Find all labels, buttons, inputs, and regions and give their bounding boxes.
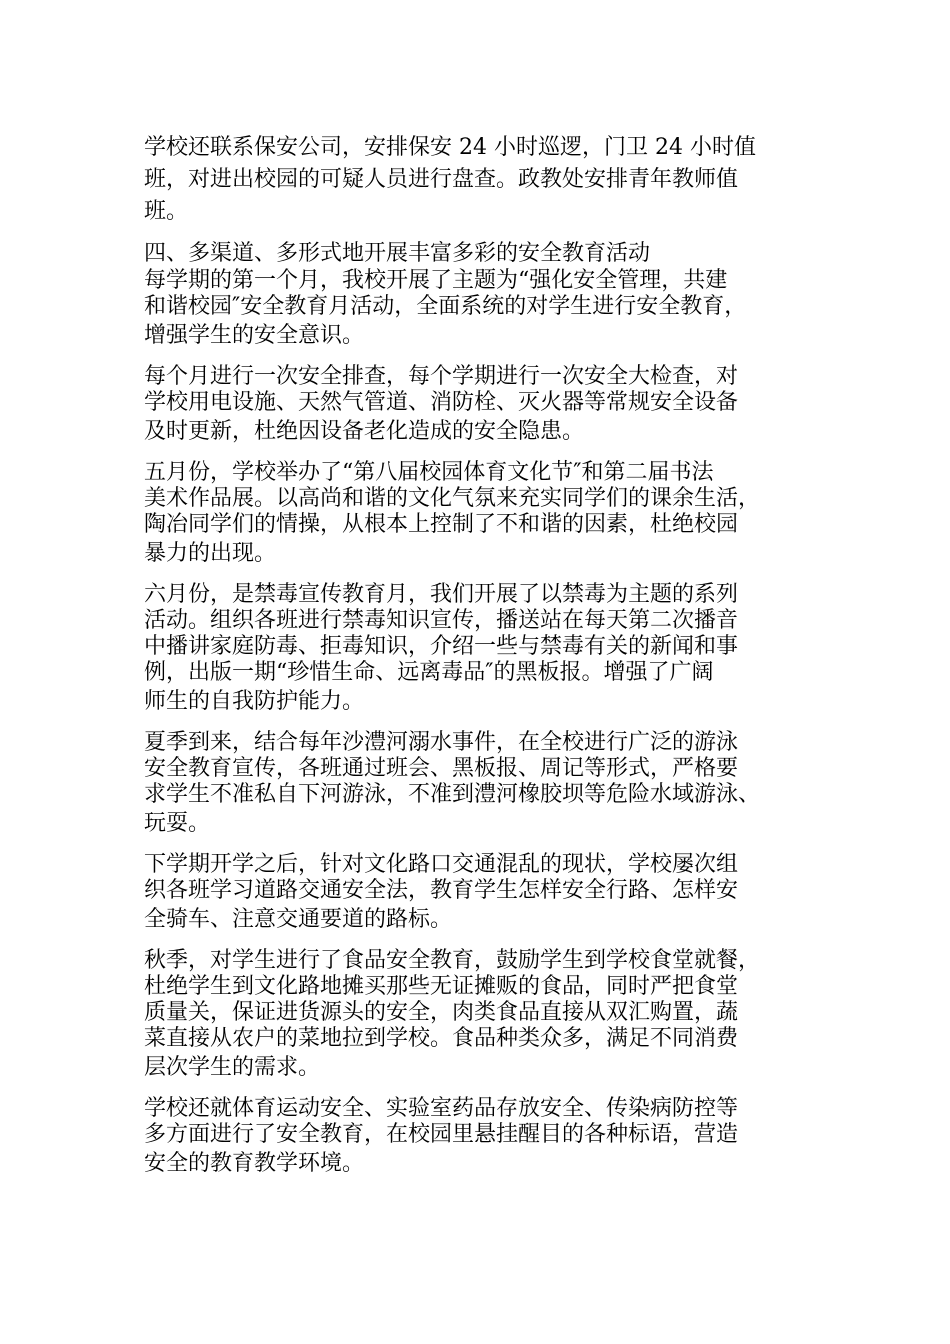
text-line: 美术作品展。以高尚和谐的文化气氛来充实同学们的课余生活，	[144, 486, 761, 511]
text-line: 六月份，是禁毒宣传教育月，我们开展了以禁毒为主题的系列	[144, 582, 739, 607]
para-security-guard	[144, 132, 830, 228]
para-other-safety	[144, 1096, 830, 1180]
text-line: 暴力的出现。	[144, 541, 277, 566]
text-line: 层次学生的需求。	[144, 1055, 321, 1080]
text-line: 及时更新，杜绝因设备老化造成的安全隐患。	[144, 419, 585, 444]
text-line: 和谐校园″安全教育月活动，全面系统的对学生进行安全教育，	[144, 294, 747, 319]
text-line: 质量关，保证进货源头的安全，肉类食品直接从双汇购置，蔬	[144, 1000, 739, 1025]
section-heading-four	[144, 240, 830, 268]
text-line: 增强学生的安全意识。	[144, 323, 365, 348]
text-line: 学校还就体育运动安全、实验室药品存放安全、传染病防控等	[144, 1096, 739, 1121]
text-line: 五月份，学校举办了“第八届校园体育文化节″和第二届书法	[144, 460, 714, 485]
para-monthly-inspection	[144, 364, 830, 448]
text-line: 全骑车、注意交通要道的路标。	[144, 907, 453, 932]
text-line: 求学生不准私自下河游泳，不准到澧河橡胶坝等危险水域游泳、	[144, 782, 761, 807]
para-summer-swimming	[144, 730, 830, 840]
text-line: 秋季，对学生进行了食品安全教育，鼓励学生到学校食堂就餐，	[144, 948, 761, 973]
para-safety-month	[144, 268, 830, 352]
text-line: 杜绝学生到文化路地摊买那些无证摊贩的食品，同时严把食堂	[144, 974, 739, 999]
text-line: 安全教育宣传，各班通过班会、黑板报、周记等形式，严格要	[144, 756, 739, 781]
text-line: 例，出版一期“珍惜生命、远离毒品″的黑板报。增强了广阔	[144, 660, 714, 685]
document-page	[144, 132, 830, 1180]
text-line: 多方面进行了安全教育，在校园里悬挂醒目的各种标语，营造	[144, 1122, 739, 1147]
text-line: 师生的自我防护能力。	[144, 689, 365, 714]
text-line: 活动。组织各班进行禁毒知识宣传，播送站在每天第二次播音	[144, 608, 739, 633]
text-line: 陶冶同学们的情操，从根本上控制了不和谐的因素，杜绝校园	[144, 512, 739, 537]
text-line: 织各班学习道路交通安全法，教育学生怎样安全行路、怎样安	[144, 878, 739, 903]
text-line: 下学期开学之后，针对文化路口交通混乱的现状，学校屡次组	[144, 852, 739, 877]
text-line: 安全的教育教学环境。	[144, 1151, 365, 1176]
text-line: 每学期的第一个月，我校开展了主题为“强化安全管理，共建	[144, 268, 728, 293]
text-line: 班，对进出校园的可疑人员进行盘查。政教处安排青年教师值	[144, 167, 739, 192]
para-traffic-safety	[144, 852, 830, 936]
text-line: 夏季到来，结合每年沙澧河溺水事件，在全校进行广泛的游泳	[144, 730, 739, 755]
text-line: 菜直接从农户的菜地拉到学校。食品种类众多，满足不同消费	[144, 1026, 739, 1051]
text-line: 每个月进行一次安全排查，每个学期进行一次安全大检查，对	[144, 364, 739, 389]
para-food-safety	[144, 948, 830, 1084]
para-may-festival	[144, 460, 830, 570]
para-june-antidrug	[144, 582, 830, 718]
text-line: 学校用电设施、天然气管道、消防栓、灭火器等常规安全设备	[144, 390, 739, 415]
text-line: 玩耍。	[144, 811, 211, 836]
text-line: 班。	[144, 199, 189, 224]
section-heading-text: 四、多渠道、多形式地开展丰富多彩的安全教育活动	[144, 241, 651, 266]
text-line: 学校还联系保安公司，安排保安 24 小时巡逻，门卫 24 小时值	[144, 135, 756, 160]
text-line: 中播讲家庭防毒、拒毒知识，介绍一些与禁毒有关的新闻和事	[144, 634, 739, 659]
